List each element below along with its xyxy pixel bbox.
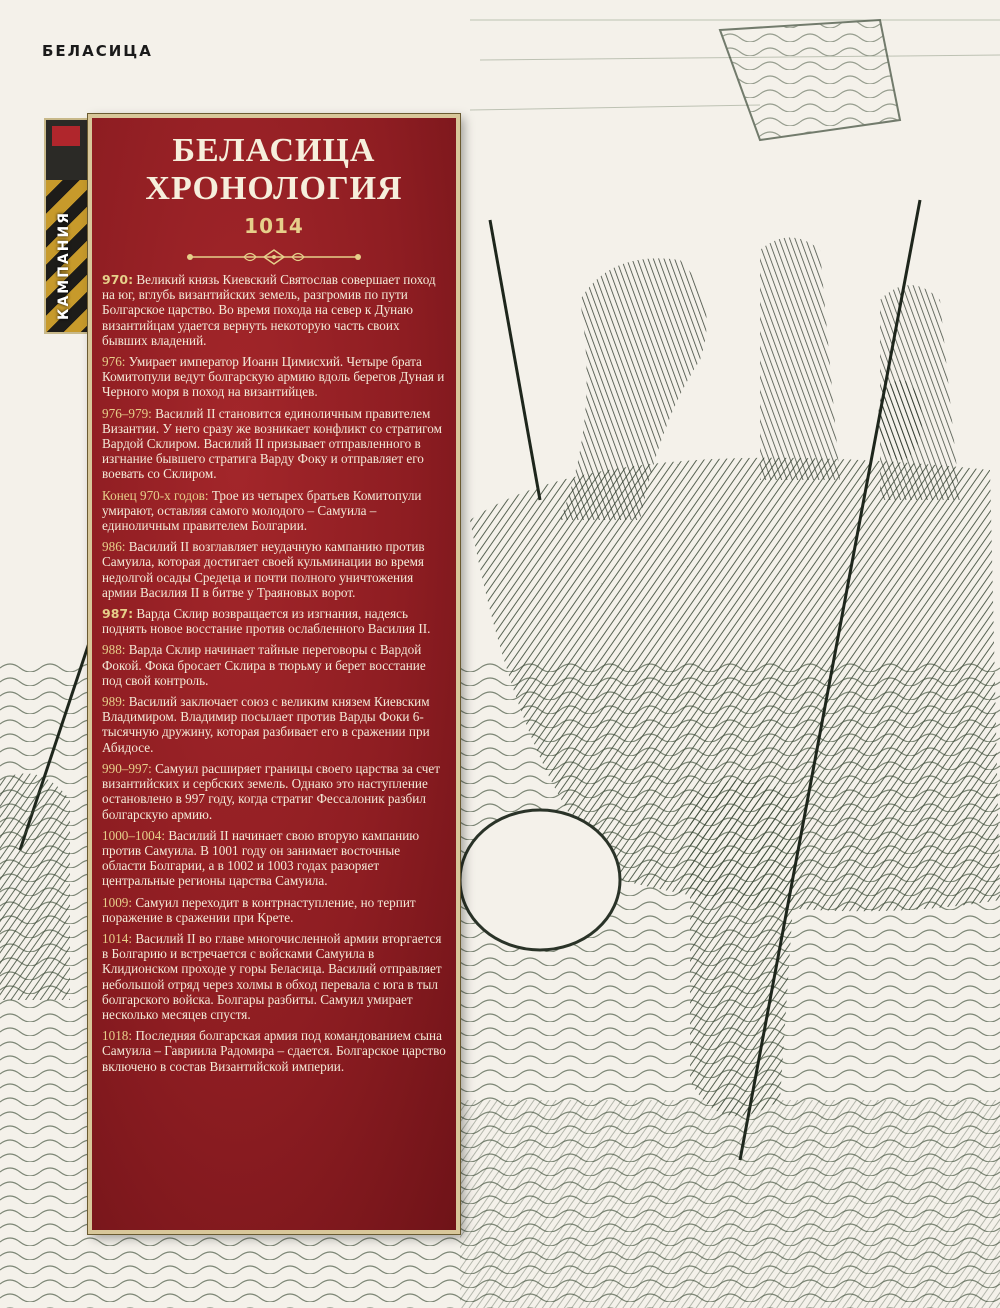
timeline-entry <box>102 488 446 534</box>
timeline-title <box>92 132 456 208</box>
entry-date: 990–997: <box>102 760 152 776</box>
timeline-entry <box>102 539 446 600</box>
campaign-side-tab <box>44 118 90 334</box>
timeline-entry <box>102 642 446 688</box>
timeline-year: 1014 <box>244 214 304 238</box>
entry-date: 1018: <box>102 1028 133 1044</box>
entry-date: 988: <box>102 642 126 658</box>
entry-text: Василий II начинает свою вторую кампанию против Самуила. В 1001 году он занимает восточные области Болгарии, а в 1002 и 1003 годах разоряет центральные регионы царства Самуила. <box>102 827 420 889</box>
timeline-entries <box>92 272 456 1074</box>
entry-text: Самуил переходит в контрнаступление, но терпит поражение в сражении при Крете. <box>102 894 416 925</box>
timeline-title-line1: БЕЛАСИЦА <box>172 132 376 169</box>
entry-date: 1000–1004: <box>102 827 166 843</box>
entry-text: Варда Склир возвращается из изгнания, надеясь поднять новое восстание против ослабленного Василия II. <box>102 606 431 637</box>
ornament-divider-icon <box>184 248 364 266</box>
entry-text: Самуил расширяет границы своего царства за счет византийских и сербских земель. Однако это наступление остановлено в 997 году, когда стратиг Фессалоник разбил болгарскую армию. <box>102 760 441 822</box>
timeline-entry <box>102 606 446 636</box>
running-header: БЕЛАСИЦА <box>42 42 153 60</box>
entry-date: 1009: <box>102 894 133 910</box>
timeline-entry <box>102 931 446 1022</box>
entry-text: Умирает император Иоанн Цимисхий. Четыре брата Комитопули ведут болгарскую армию вдоль берегов Дуная и Черного моря в поход на византийцев. <box>102 354 445 400</box>
timeline-entry <box>102 272 446 348</box>
entry-date: 1014: <box>102 930 133 946</box>
timeline-title-line2: ХРОНОЛОГИЯ <box>145 170 403 207</box>
timeline-entry <box>102 761 446 822</box>
entry-text: Варда Склир начинает тайные переговоры с Вардой Фокой. Фока бросает Склира в тюрьму и берет восстание под свой контроль. <box>102 642 426 688</box>
entry-text: Последняя болгарская армия под командованием сына Самуила – Гавриила Радомира – сдается. Болгарское царство включено в состав Византийской империи. <box>102 1028 446 1074</box>
entry-date: Конец 970-х годов: <box>102 487 209 503</box>
side-tab-label: КАМПАНИЯ <box>56 211 72 320</box>
entry-date: 986: <box>102 539 126 555</box>
entry-date: 976–979: <box>102 405 152 421</box>
timeline-entry <box>102 406 446 482</box>
entry-text: Василий II во главе многочисленной армии вторгается в Болгарию и встречается с войсками Самуила в Клидионском проходе у горы Беласица. Василий отправляет небольшой отряд через холмы в обход перевала с юга в тыл болгарского войска. Болгары разбиты. Самуил умирает несколько месяцев спустя. <box>102 930 442 1022</box>
entry-text: Василий II становится единоличным правителем Византии. У него сразу же возникает конфликт со стратигом Вардой Склиром. Василий II призывает отправленного в изгнание бывшего стратига Варду Фоку и отправляет его воевать со Склиром. <box>102 405 442 482</box>
entry-text: Трое из четырех братьев Комитопули умирают, оставляя самого молодого – Самуила – единоличным правителем Болгарии. <box>102 487 422 534</box>
entry-text: Великий князь Киевский Святослав совершает поход на юг, вглубь византийских земель, разгромив по пути Болгарское царство. Во время похода на север к Дунаю византийцам удается вернуть некоторую часть своих бывших владений. <box>102 272 436 348</box>
timeline-entry <box>102 895 446 925</box>
entry-date: 970: <box>102 272 134 287</box>
entry-date: 976: <box>102 354 126 370</box>
timeline-entry <box>102 694 446 755</box>
timeline-entry <box>102 828 446 889</box>
entry-date: 989: <box>102 694 126 710</box>
entry-text: Василий II возглавляет неудачную кампанию против Самуила, которая достигает своей кульминации во время недолгой осады Средеца и почти полного уничтожения армии Василия II в битве у Траяновых ворот. <box>102 539 425 600</box>
timeline-entry <box>102 354 446 400</box>
timeline-panel <box>88 114 460 1234</box>
entry-text: Василий заключает союз с великим князем Киевским Владимиром. Владимир посылает против Варды Фоки 6-тысячную дружину, которая разбивает его в сражении при Абидосе. <box>102 694 430 755</box>
entry-date: 987: <box>102 606 134 622</box>
timeline-entry <box>102 1028 446 1074</box>
